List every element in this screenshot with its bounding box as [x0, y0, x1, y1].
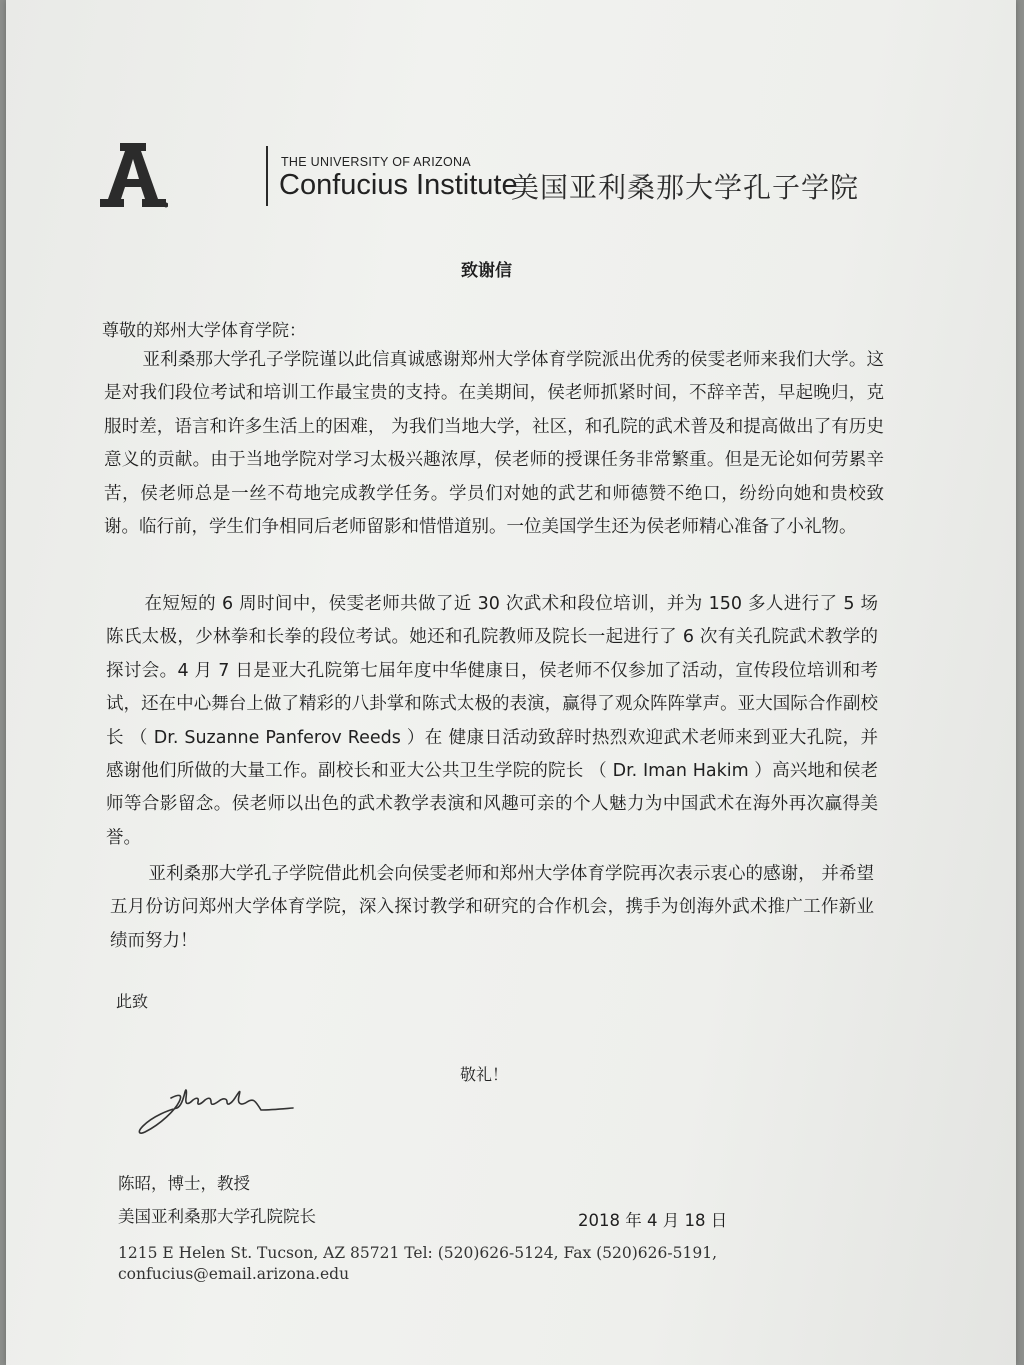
letter-page [6, 0, 1016, 1365]
signer-name: 陈昭，博士，教授 [118, 1174, 250, 1193]
closing-cizhi: 此致 [116, 992, 149, 1011]
handwritten-signature [131, 1080, 306, 1140]
header-chinese-name: 美国亚利桑那大学孔子学院 [511, 171, 860, 204]
institute-name: Confucius Institute [279, 169, 518, 201]
body-paragraph-1: 亚利桑那大学孔子学院谨以此信真诚感谢郑州大学体育学院派出优秀的侯雯老师来我们大学。这是对我们段位考试和培训工作最宝贵的支持。在美期间，侯老师抓紧时间，不辞辛苦，早起晚归，克服时差，语言和许多生活上的困难， 为我们当地大学，社区，和孔院的武术普及和提高做出了有历史意义的贡献。由于当地学院对学习太极兴趣浓厚，侯老师的授课任务非常繁重。但是无论如何劳累辛苦，侯老师总是一丝不苟地完成教学任务。学员们对她的武艺和师德赞不绝口，纷纷向她和贵校致谢。临行前，学生们争相同后老师留影和惜惜道别。一位美国学生还为侯老师精心准备了小礼物。 [104, 350, 884, 538]
letter-title: 致谢信 [461, 261, 512, 281]
letter-date: 2018 年 4 月 18 日 [578, 1211, 728, 1230]
email-line: confucius@email.arizona.edu [118, 1265, 350, 1283]
signer-title: 美国亚利桑那大学孔院院长 [118, 1207, 316, 1226]
university-logo [98, 143, 518, 213]
logo-divider [266, 146, 268, 206]
body-paragraph-3: 亚利桑那大学孔子学院借此机会向侯雯老师和郑州大学体育学院再次表示衷心的感谢， 并希望五月份访问郑州大学体育学院，深入探讨教学和研究的合作机会，携手为创海外武术推广工作新业绩而努力！ [110, 864, 874, 951]
closing-jingli: 敬礼！ [460, 1065, 509, 1084]
university-name: THE UNIVERSITY OF ARIZONA [281, 155, 471, 169]
address-line: 1215 E Helen St. Tucson, AZ 85721 Tel: (520)626-5124, Fax (520)626-5191, [118, 1244, 717, 1262]
salutation: 尊敬的郑州大学体育学院： [102, 321, 306, 341]
footer-address [118, 1243, 717, 1285]
body-paragraph-2: 在短短的 6 周时间中，侯雯老师共做了近 30 次武术和段位培训，并为 150 多人进行了 5 场陈氏太极，少林拳和长拳的段位考试。她还和孔院教师及院长一起进行了 6 次有关孔院武术教学的探讨会。4 月 7 日是亚大孔院第七届年度中华健康日，侯老师不仅参加了活动，宣传段位培训和考试，还在中心舞台上做了精彩的八卦掌和陈式太极的表演，赢得了观众阵阵掌声。亚大国际合作副校长 （ Dr. Suzanne Panferov Reeds ）在 健康日活动致辞时热烈欢迎武术老师来到亚大孔院，并感谢他们所做的大量工作。副校长和亚大公共卫生学院的院长 （ Dr. Iman Hakim ）高兴地和侯老师等合影留念。侯老师以出色的武术教学表演和风趣可亲的个人魅力为中国武术在海外再次赢得美誉。 [106, 594, 878, 848]
block-a-logo-icon [98, 143, 168, 209]
